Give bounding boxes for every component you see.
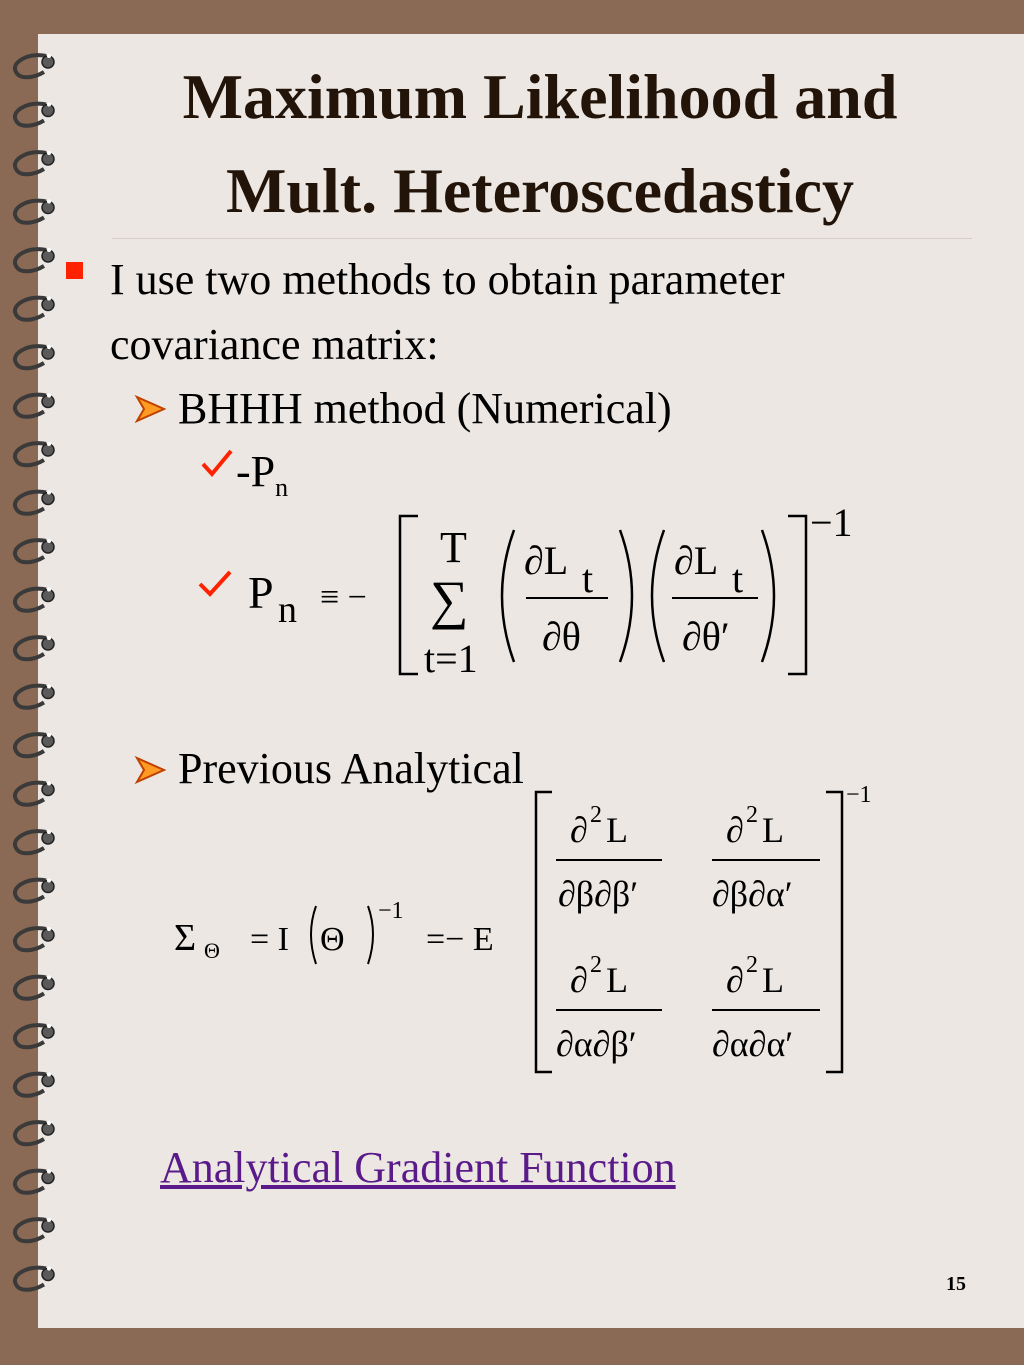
svg-text:∂: ∂ xyxy=(726,960,744,1000)
svg-text:L: L xyxy=(606,960,628,1000)
binding-ring xyxy=(15,54,54,77)
binding-ring xyxy=(15,636,54,659)
svg-text:t: t xyxy=(582,556,594,601)
svg-text:−1: −1 xyxy=(378,898,404,924)
sub-bullet-bhhh: BHHH method (Numerical) xyxy=(178,384,672,433)
svg-text:t: t xyxy=(732,556,744,601)
binding-ring xyxy=(15,345,54,368)
svg-text:∂L: ∂L xyxy=(674,538,719,583)
svg-text:t=1: t=1 xyxy=(424,636,478,681)
svg-text:Θ: Θ xyxy=(320,921,345,958)
binding-ring xyxy=(15,103,54,126)
svg-text:∂α∂β′: ∂α∂β′ xyxy=(556,1024,637,1064)
binding-ring xyxy=(15,782,54,805)
binding-ring xyxy=(15,1121,54,1144)
binding-ring xyxy=(15,685,54,708)
title-divider xyxy=(112,238,972,239)
svg-text:∂θ′: ∂θ′ xyxy=(682,614,730,659)
svg-text:L: L xyxy=(762,810,784,850)
arrow-bullet-icon xyxy=(134,394,168,424)
square-bullet-icon xyxy=(66,262,83,279)
bullet-text-line-1: I use two methods to obtain parameter xyxy=(110,255,785,304)
svg-text:T: T xyxy=(440,523,467,572)
svg-text:∂L: ∂L xyxy=(524,538,569,583)
svg-text:L: L xyxy=(606,810,628,850)
title-line-2: Mult. Heteroscedasticy xyxy=(226,155,854,226)
binding-ring xyxy=(15,491,54,514)
binding-ring xyxy=(15,297,54,320)
slide-title xyxy=(60,50,1020,238)
page-number: 15 xyxy=(946,1273,966,1295)
binding-ring xyxy=(15,539,54,562)
svg-text:=− E: =− E xyxy=(426,921,494,958)
svg-text:∂: ∂ xyxy=(570,810,588,850)
binding-ring xyxy=(15,588,54,611)
check-item-pn-sub: n xyxy=(275,473,289,502)
checkmark-icon xyxy=(200,448,234,478)
binding-ring xyxy=(15,1170,54,1193)
svg-text:∂β∂α′: ∂β∂α′ xyxy=(712,874,793,914)
binding-ring xyxy=(15,151,54,174)
svg-text:∂β∂β′: ∂β∂β′ xyxy=(558,874,639,914)
binding-ring xyxy=(15,1073,54,1096)
binding-ring xyxy=(15,976,54,999)
analytical-gradient-link[interactable]: Analytical Gradient Function xyxy=(160,1143,676,1192)
svg-text:∂θ: ∂θ xyxy=(542,614,581,659)
svg-text:Σ: Σ xyxy=(174,917,197,959)
binding-ring xyxy=(15,733,54,756)
svg-text:2: 2 xyxy=(590,952,602,978)
svg-text:∂: ∂ xyxy=(726,810,744,850)
arrow-bullet-icon xyxy=(134,755,168,785)
binding-ring xyxy=(15,830,54,853)
svg-text:= I: = I xyxy=(250,921,289,958)
svg-text:≡ −: ≡ − xyxy=(320,579,367,616)
binding-ring xyxy=(15,248,54,271)
svg-text:Θ: Θ xyxy=(204,938,220,963)
svg-text:∑: ∑ xyxy=(430,570,469,630)
binding-ring xyxy=(15,879,54,902)
checkmark-icon xyxy=(200,572,230,594)
bullet-text-line-2: covariance matrix: xyxy=(110,320,439,369)
spiral-binding xyxy=(0,40,60,1310)
title-line-1: Maximum Likelihood and xyxy=(182,61,898,132)
svg-text:∂: ∂ xyxy=(570,960,588,1000)
svg-text:2: 2 xyxy=(746,952,758,978)
bhhh-formula xyxy=(196,500,876,690)
svg-text:L: L xyxy=(762,960,784,1000)
binding-ring xyxy=(15,927,54,950)
analytical-formula xyxy=(170,778,890,1078)
binding-ring xyxy=(15,1267,54,1290)
binding-ring xyxy=(15,1218,54,1241)
svg-text:P: P xyxy=(248,567,274,618)
svg-text:∂α∂α′: ∂α∂α′ xyxy=(712,1024,794,1064)
svg-text:2: 2 xyxy=(746,802,758,828)
binding-ring xyxy=(15,442,54,465)
svg-text:−1: −1 xyxy=(846,782,872,808)
svg-text:2: 2 xyxy=(590,802,602,828)
svg-text:n: n xyxy=(278,589,297,631)
binding-ring xyxy=(15,1024,54,1047)
binding-ring xyxy=(15,394,54,417)
svg-text:−1: −1 xyxy=(810,500,853,545)
binding-ring xyxy=(15,200,54,223)
sub-bullet-analytical: Previous Analytical xyxy=(178,744,524,793)
check-item-pn-main: -P xyxy=(236,447,276,496)
